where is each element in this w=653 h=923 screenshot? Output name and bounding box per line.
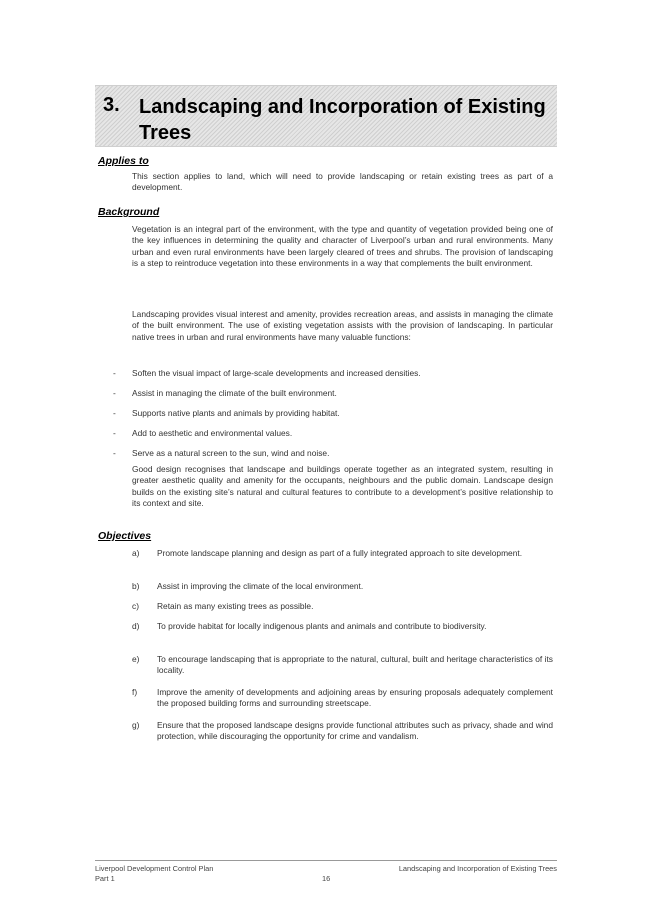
background-paragraph-2: Landscaping provides visual interest and amenity, provides recreation areas, and assists in managing the climate of the built environment. The use of existing vegetation assists with the provision of landscaping. In particular native trees in urban and rural environments have many valuable functions: — [132, 309, 553, 342]
applies-to-heading: Applies to — [98, 155, 149, 167]
list-item: - Assist in managing the climate of the built environment. — [113, 388, 337, 398]
list-item: f) Improve the amenity of developments and adjoining areas by ensuring proposals adequately complement the proposed building forms and surrounding streetscape. — [132, 687, 553, 709]
list-item: d) To provide habitat for locally indigenous plants and animals and contribute to biodiversity. — [132, 621, 487, 631]
section-number: 3. — [103, 94, 120, 116]
list-item: - Soften the visual impact of large-scale developments and increased densities. — [113, 368, 421, 378]
bullet-icon: - — [113, 388, 116, 398]
footer-divider — [95, 860, 557, 861]
list-item: c) Retain as many existing trees as possible. — [132, 601, 314, 611]
background-heading: Background — [98, 206, 160, 218]
list-item: - Supports native plants and animals by providing habitat. — [113, 408, 340, 418]
background-paragraph-1: Vegetation is an integral part of the environment, with the type and quantity of vegetation provided being one of the key influences in determining the quality and character of Liverpool’s urban and rural environments. Many urban and even rural environments have been largely cleared of trees and shrubs. The provision of landscaping is a step to reintroduce vegetation into these environments in a way that complements the built environment. — [132, 224, 553, 268]
bullet-icon: - — [113, 428, 116, 438]
functions-list — [113, 368, 553, 468]
section-title: Landscaping and Incorporation of Existing Trees — [139, 96, 546, 144]
footer-part: Part 1 — [95, 874, 115, 883]
objectives-list — [132, 548, 553, 765]
section-banner — [95, 85, 557, 147]
bullet-icon: - — [113, 368, 116, 378]
footer-section-title: Landscaping and Incorporation of Existing Trees — [398, 864, 557, 873]
footer-document-title: Liverpool Development Control Plan — [95, 864, 214, 873]
objectives-heading: Objectives — [98, 530, 152, 542]
applies-to-text: This section applies to land, which will need to provide landscaping or retain existing trees as part of a development. — [132, 171, 553, 193]
page-number: 16 — [322, 874, 331, 883]
bullet-icon: - — [113, 448, 116, 458]
list-item: g) Ensure that the proposed landscape designs provide functional attributes such as privacy, shade and wind protection, while discouraging the opportunity for crime and vandalism. — [132, 720, 553, 742]
list-item: - Serve as a natural screen to the sun, wind and noise. — [113, 448, 330, 458]
list-item: b) Assist in improving the climate of the local environment. — [132, 581, 364, 591]
background-paragraph-3: Good design recognises that landscape and buildings operate together as an integrated system, resulting in greater aesthetic quality and amenity for the occupants, neighbours and the public domain. Landscape design builds on the existing site’s natural and cultural features to contribute to a development’s positive relationship to its context and site. — [132, 464, 553, 508]
list-item: - Add to aesthetic and environmental values. — [113, 428, 293, 438]
list-item: e) To encourage landscaping that is appropriate to the natural, cultural, built and heritage characteristics of its locality. — [132, 654, 553, 676]
list-item: a) Promote landscape planning and design as part of a fully integrated approach to site development. — [132, 548, 523, 558]
bullet-icon: - — [113, 408, 116, 418]
